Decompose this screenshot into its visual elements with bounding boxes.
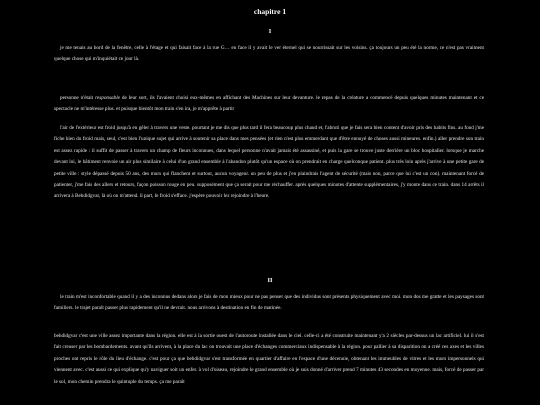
- paragraph-text: personne n'était: [60, 95, 96, 101]
- section-numeral-1: I: [268, 28, 272, 35]
- emphasized-word: les: [223, 193, 230, 200]
- chapter-title: chapitre 1: [253, 7, 287, 16]
- paragraph-text: de leur sort, ils l'avaient choisi eux-mêmes en affichant des Machines sur leur devanture. le repas de la créature a commencé depuis quelques minutes maintenant et ce spectacle ne m'intéresse plus. et puisque bientôt mon train s'en ira, je m'apprête à partir: [54, 95, 485, 113]
- paragraph: le train m'est inconfortable quand il y a des inconnus dedans alors je fais de mon mieux pour ne pas penser que des individus sont présents physiquement avec moi. mon dos me gratte et les paysages sont familiers. le trajet paraît passer plus rapidement qu'il ne devrait. nous arrivons à destination en fin de matinée.: [54, 294, 484, 312]
- paragraph: [54, 123, 484, 203]
- section-numeral-2: II: [267, 277, 273, 284]
- paragraph-text: l'air de l'extérieur est froid jusqu'à en gêler à travers une veste. pourtant je me dis que plus tard il fera beaucoup plus chaud et, l'abruti que je fais sera bien content d'avoir pris des habits fins. au fond j'me fiche bien du froid mais, seul, c'est bien l'unique sujet qui arrive à soutenir sa place dans mes pensées (et rien n'est plus emmerdant que d'être ennuyé de choses aussi mineures. enfin.) aller prendre son train est assez rapide : il suffit de passer à travers un champ de fleurs inconnues, dans lequel personne n'avait jamais été assassiné, et puis la gare se trouve juste derrière un bloc hospitalier. lorsque je marche devant lui, le bâtiment renvoie un air plus similaire à celui d'un grand ensemble à l'abandon plutôt qu'un espace où on prendrait en charge quelconque patient. plus très loin après j'arrive à une petite gare de petite ville : style dépassé depuis 50 ans, des murs qui flanchent et surtout, aucun voyageur. un peu de plus et j'en plaindrais l'agent de sécurité (mais non, parce que lui c'est un con). maintenant forcé de patienter, j'me fais des allers et retours, façon poisson rouge en peu. supposément que ça serait pour me réchauffer. après quelques minutes d'attente supplémentaires, j'y monte dans ce train. dans 14 arrêts il arrivera à Behdidgvar, là où on m'attend. il part, le froid s'efface. j'espère pouvoir: [54, 125, 484, 200]
- paragraph-text: rejoindre à l'heure.: [229, 193, 270, 200]
- paragraph: behdidgvar c'est une ville assez importante dans la région. elle est à la sortie ouest de l'autoroute installée dans le ciel. celle-ci a été construite maintenant y'a 2 siècles par-dessus un lac artificiel. lui il s'est fait creuser par les bombardements. avant qu'ils arrivent, à la place du lac on trouvait une place d'échanges commerciaux indispensable à la région. pour pallier à sa disparition on a créé ces axes et les villes proches ont repris le rôle du lieu d'échange. c'est pour ça que behdidgvar s'est transformée en quartier d'affaire en l'espace d'une décennie, obtenant les immeubles de vitres et les murs impersonnels qui viennent avec. c'est aussi ce qui explique qu'y naviguer soit un enfer. à vol d'oiseau, rejoindre le grand ensemble où je suis donné d'arriver prend 7 minutes 43 secondes en moyenne. mais, forcé de passer par le sol, mon chemin prendra le quintuple du temps. ça me paraît: [54, 333, 484, 385]
- paragraph: je me tenais au bord de la fenêtre, celle à l'étage et qui faisait face à la rue G… en face il y avait le ver éternel qui se nourrissait sur les voisins. ça toujours un peu été la norme, ce n'est pas vraiment quelque chose qui m'inquiétait ce jour là.: [54, 45, 484, 63]
- paragraph: [54, 93, 484, 116]
- emphasized-word: responsable: [95, 95, 120, 101]
